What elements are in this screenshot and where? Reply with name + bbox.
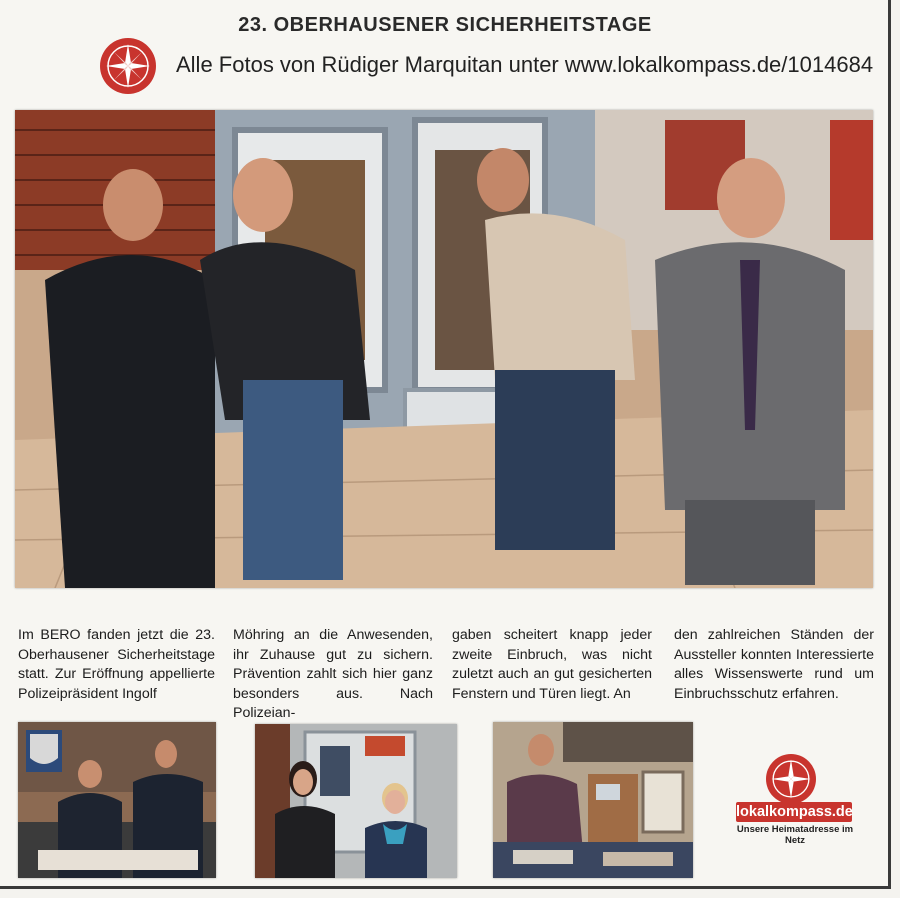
photo-credit: Alle Fotos von Rüdiger Marquitan unter www.lokalkompass.de/1014684 (176, 52, 874, 77)
main-photo (15, 110, 873, 588)
thumbnail-photo-1 (18, 722, 216, 878)
logo-tagline: Unsere Heimatadresse im Netz (736, 824, 854, 846)
page-title: 23. OBERHAUSENER SICHERHEITSTAGE (238, 14, 652, 36)
thumbnail-photo-3 (493, 722, 693, 878)
lokalkompass-logo: lokalkompass.de (736, 804, 853, 820)
article-column-2: Möhring an die Anwesenden, ihr Zuhause gut zu sichern. Prävention zahlt sich hier ganz besonders aus. Nach Polizeian- (233, 627, 433, 721)
compass-logo-icon (100, 38, 156, 94)
article-column-4: den zahlreichen Ständen der Aussteller konnten Interessierte alles Wissenswerte rund um Einbruchsschutz erfahren. (674, 627, 874, 702)
lokalkompass-compass-icon (766, 754, 816, 804)
article-column-1: Im BERO fanden jetzt die 23. Oberhausener Sicherheitstage statt. Zur Eröffnung appellierte Polizeipräsident Ingolf (18, 627, 215, 702)
thumbnail-photo-2 (255, 724, 457, 878)
article-column-3: gaben scheitert knapp jeder zweite Einbruch, was nicht zuletzt auch an gut gesicherten Fenstern und Türen liegt. An (452, 627, 652, 702)
